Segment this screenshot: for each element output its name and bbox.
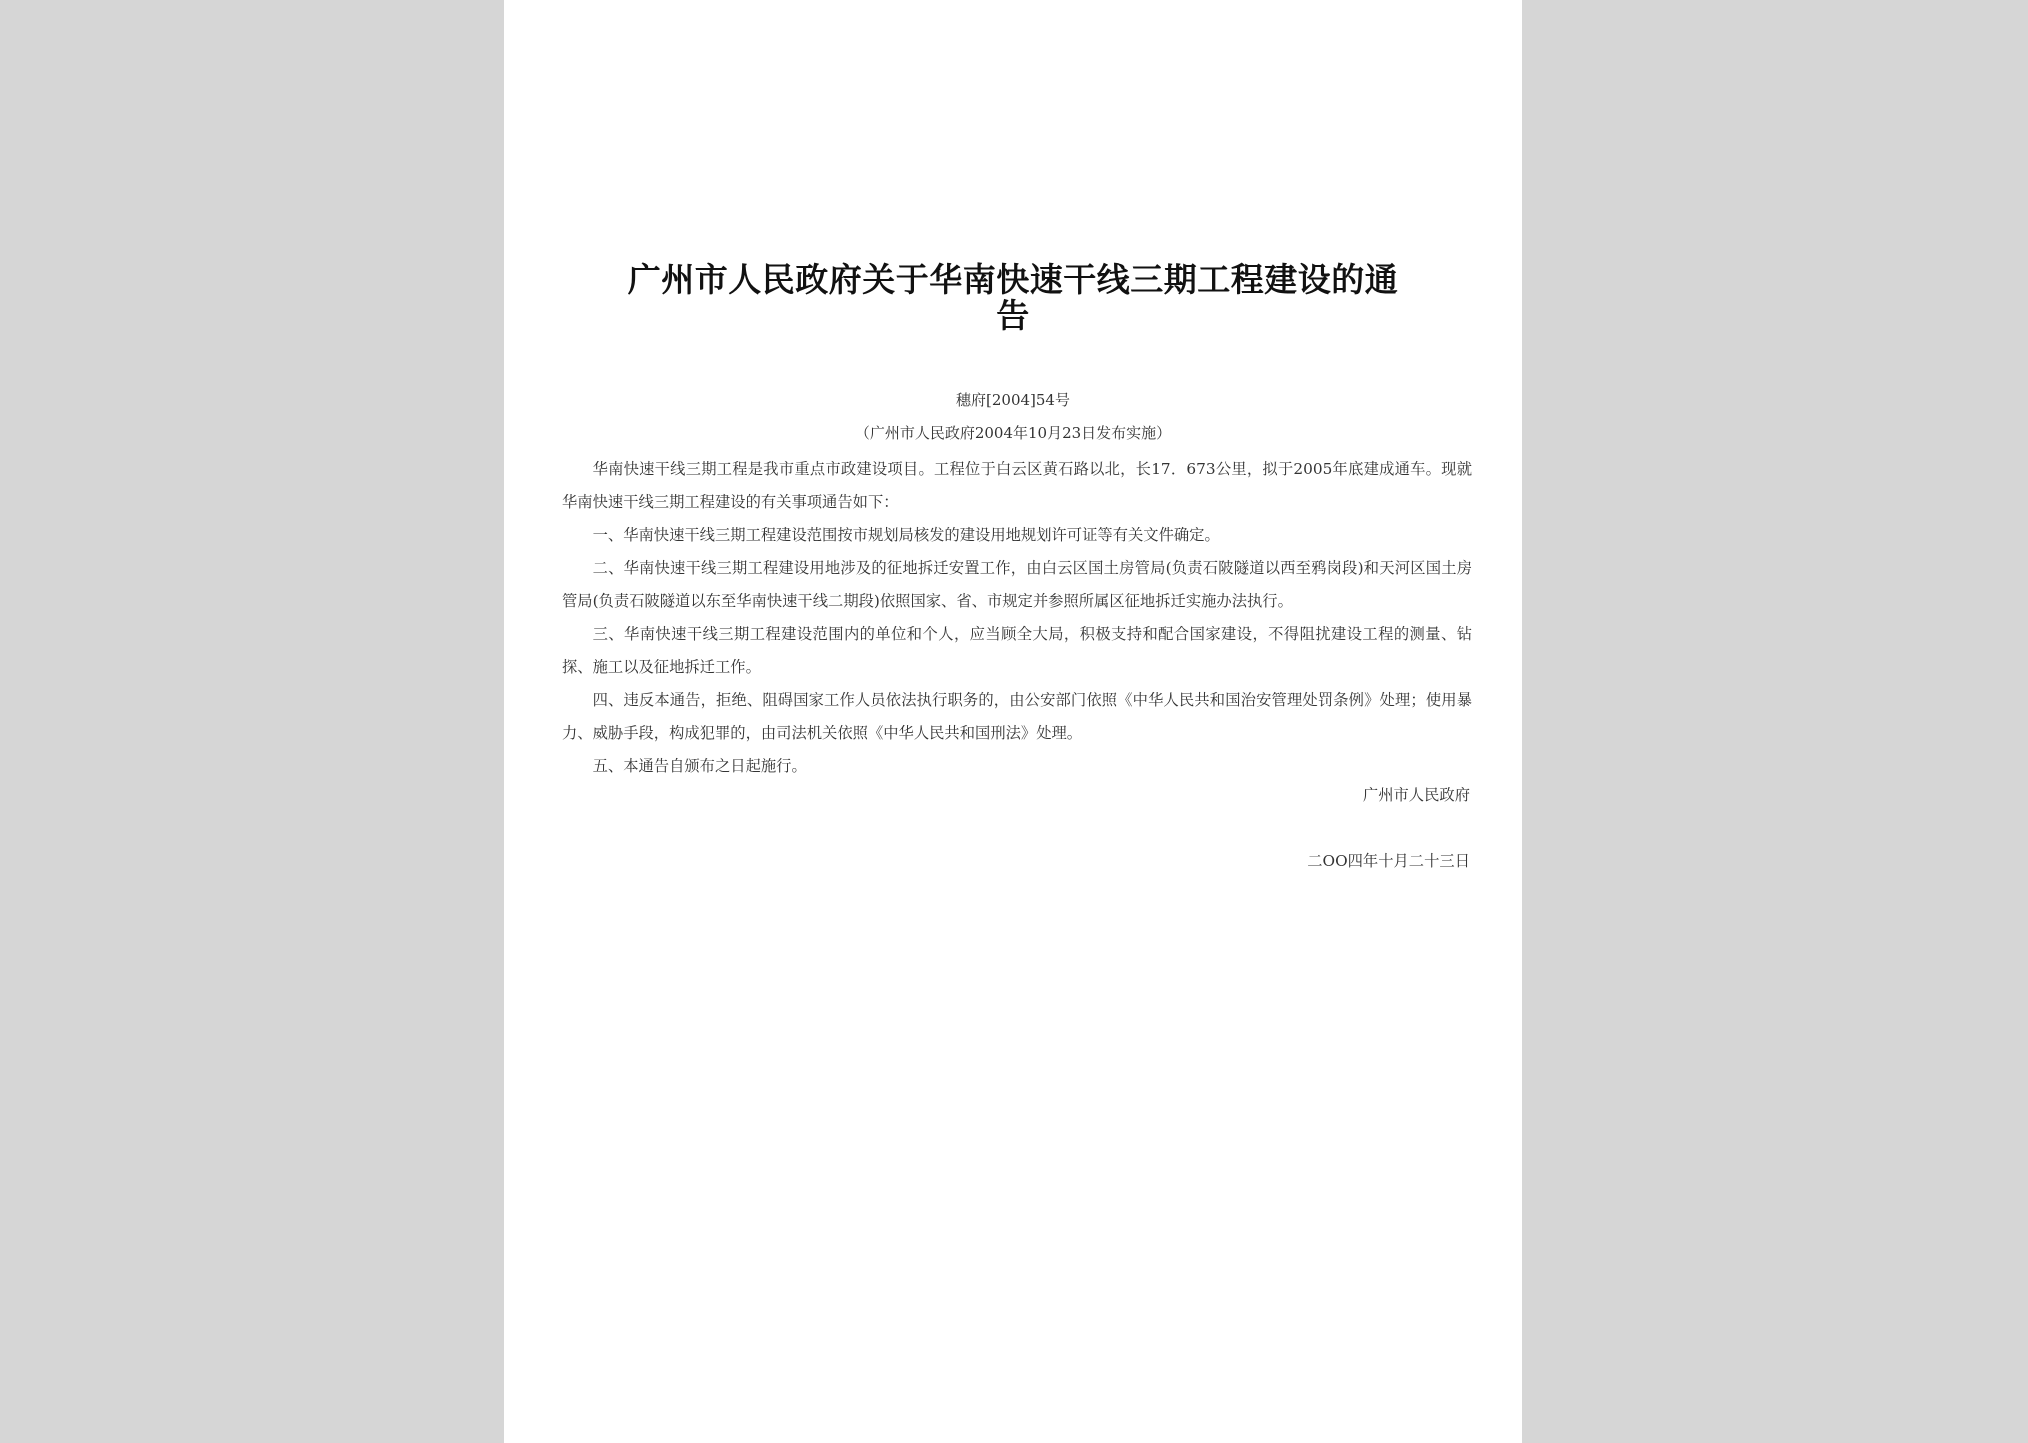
paragraph-item-2: 二、华南快速干线三期工程建设用地涉及的征地拆迁安置工作，由白云区国土房管局(负责石陂隧道以西至鸦岗段)和天河区国土房管局(负责石陂隧道以东至华南快速干线二期段)依照国家、省、市规定并参照所属区征地拆迁实施办法执行。 xyxy=(562,559,1472,610)
sign-date: 二ΟΟ四年十月二十三日 xyxy=(1307,852,1470,870)
document-body xyxy=(562,453,1472,783)
document-title xyxy=(504,262,1522,334)
paragraph-item-4: 四、违反本通告，拒绝、阻碍国家工作人员依法执行职务的，由公安部门依照《中华人民共和国治安管理处罚条例》处理；使用暴力、威胁手段，构成犯罪的，由司法机关依照《中华人民共和国刑法》处理。 xyxy=(562,691,1472,742)
paragraph-item-1: 一、华南快速干线三期工程建设范围按市规划局核发的建设用地规划许可证等有关文件确定。 xyxy=(592,526,1220,544)
title-line-1: 广州市人民政府关于华南快速干线三期工程建设的通 xyxy=(627,260,1399,299)
issued-note: （广州市人民政府2004年10月23日发布实施） xyxy=(854,424,1172,442)
title-line-2: 告 xyxy=(996,296,1030,335)
signer: 广州市人民政府 xyxy=(1362,786,1470,804)
paragraph-intro: 华南快速干线三期工程是我市重点市政建设项目。工程位于白云区黄石路以北，长17．673公里，拟于2005年底建成通车。现就华南快速干线三期工程建设的有关事项通告如下： xyxy=(562,460,1472,511)
paragraph-item-5: 五、本通告自颁布之日起施行。 xyxy=(592,757,807,775)
paragraph-item-3: 三、华南快速干线三期工程建设范围内的单位和个人，应当顾全大局，积极支持和配合国家建设，不得阻扰建设工程的测量、钻探、施工以及征地拆迁工作。 xyxy=(562,625,1472,676)
document-page xyxy=(504,0,1522,1443)
document-number: 穗府[2004]54号 xyxy=(956,391,1070,409)
